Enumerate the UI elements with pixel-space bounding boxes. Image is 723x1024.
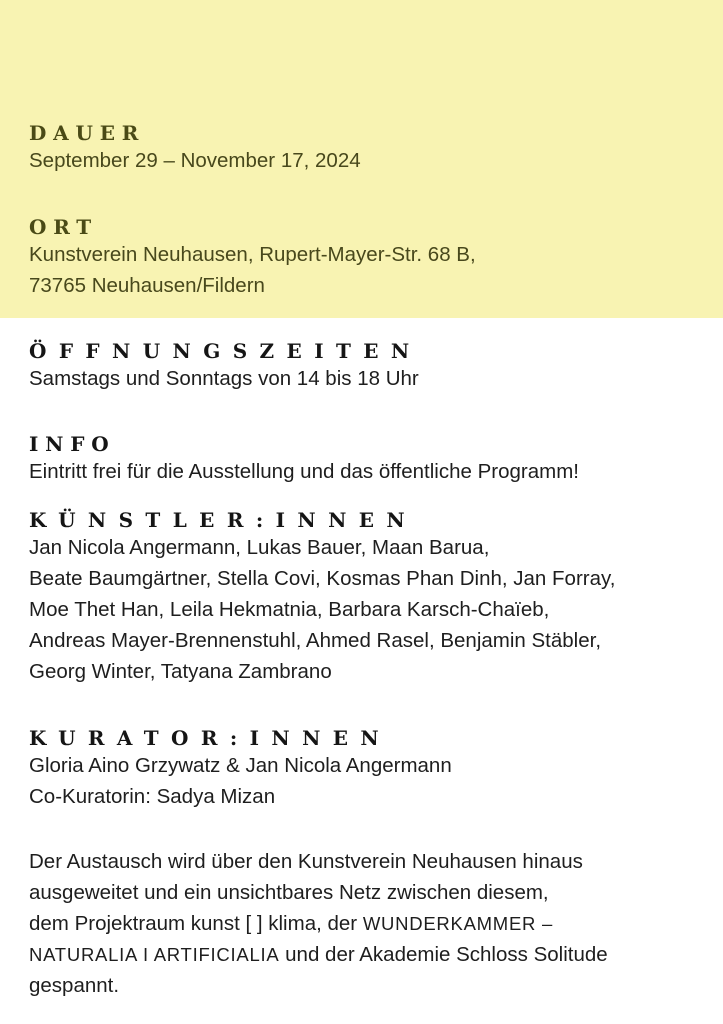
description-text: dem Projektraum kunst [ ] klima, der	[29, 912, 363, 935]
artist-line: Jan Nicola Angermann, Lukas Bauer, Maan Barua,	[29, 536, 490, 559]
kuratoren-section	[29, 726, 699, 812]
kuratoren-heading: KURATOR:INNEN	[29, 726, 392, 750]
curator-line: Gloria Aino Grzywatz & Jan Nicola Angermann	[29, 754, 452, 777]
info-section	[29, 432, 699, 487]
wunderkammer-text: WUNDERKAMMER –	[362, 913, 554, 934]
curator-line: Co-Kuratorin: Sadya Mizan	[29, 785, 276, 808]
highlight-band	[0, 0, 723, 318]
description-line: Der Austausch wird über den Kunstverein Neuhausen hinaus	[29, 850, 583, 873]
dauer-section	[29, 121, 699, 176]
ort-line: Kunstverein Neuhausen, Rupert-Mayer-Str. 68 B,	[29, 243, 476, 266]
ort-heading: ORT	[29, 215, 98, 239]
dauer-text: September 29 – November 17, 2024	[29, 149, 361, 172]
description-line: ausgeweitet und ein unsichtbares Netz zwischen diesem,	[29, 881, 549, 904]
oeffnungszeiten-section	[29, 339, 699, 394]
artist-line: Georg Winter, Tatyana Zambrano	[29, 660, 332, 683]
artist-line: Beate Baumgärtner, Stella Covi, Kosmas Phan Dinh, Jan Forray,	[29, 567, 616, 590]
description-line	[29, 939, 699, 970]
description-line: gespannt.	[29, 974, 120, 997]
description-paragraph	[29, 846, 699, 1001]
oeffnungszeiten-heading: ÖFFNUNGSZEITEN	[29, 339, 422, 363]
oeffnungszeiten-text: Samstags und Sonntags von 14 bis 18 Uhr	[29, 367, 419, 390]
dauer-heading: DAUER	[29, 121, 146, 145]
info-text: Eintritt frei für die Ausstellung und das öffentliche Programm!	[29, 460, 579, 483]
ort-line: 73765 Neuhausen/Fildern	[29, 274, 265, 297]
artist-line: Andreas Mayer-Brennenstuhl, Ahmed Rasel, Benjamin Stäbler,	[29, 629, 602, 652]
ort-section	[29, 215, 699, 301]
kuenstler-section	[29, 508, 699, 687]
info-heading: INFO	[29, 432, 116, 456]
description-line	[29, 908, 699, 939]
kuenstler-heading: KÜNSTLER:INNEN	[29, 508, 418, 532]
naturalia-text: NATURALIA I ARTIFICIALIA	[29, 944, 280, 965]
artist-line: Moe Thet Han, Leila Hekmatnia, Barbara Karsch-Chaïeb,	[29, 598, 550, 621]
description-text: und der Akademie Schloss Solitude	[279, 943, 608, 966]
